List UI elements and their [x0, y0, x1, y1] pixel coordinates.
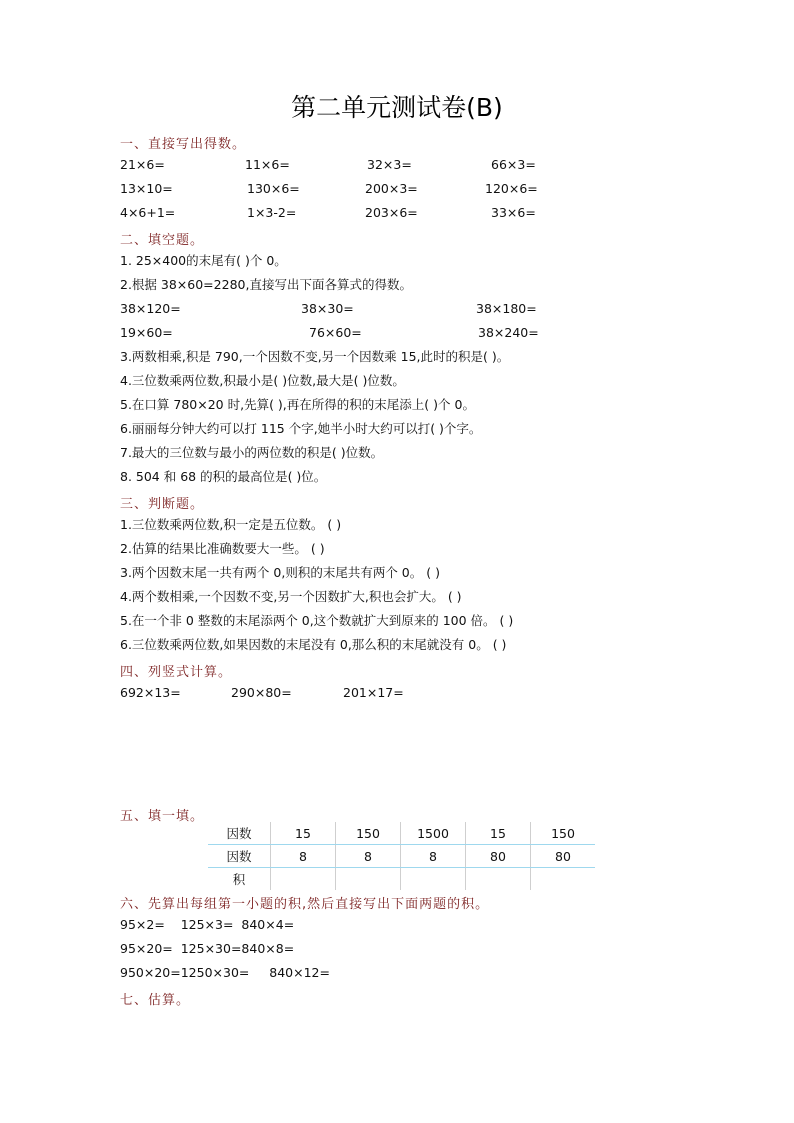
section-6-heading: 六、先算出每组第一小题的积,然后直接写出下面两题的积。 — [120, 897, 490, 912]
table-row — [208, 822, 595, 845]
s1-item: 130×6= — [247, 181, 300, 196]
s1-item: 66×3= — [491, 157, 536, 172]
s1-item: 120×6= — [485, 181, 538, 196]
section-4-heading: 四、列竖式计算。 — [120, 665, 233, 680]
table-cell: 8 — [271, 845, 336, 868]
s2-question-4: 4.三位数乘两位数,积最小是( )位数,最大是( )位数。 — [120, 373, 405, 388]
s2-item: 38×180= — [476, 301, 537, 316]
row-label: 因数 — [208, 822, 271, 845]
s6-line: 950×20=1250×30= 840×12= — [120, 965, 330, 980]
table-cell: 1500 — [401, 822, 466, 845]
table-cell: 15 — [466, 822, 531, 845]
s3-item: 1.三位数乘两位数,积一定是五位数。 ( ) — [120, 517, 342, 532]
s4-item: 692×13= — [120, 685, 181, 700]
answer-cell[interactable] — [271, 868, 336, 891]
s1-item: 203×6= — [365, 205, 418, 220]
s2-item: 38×240= — [478, 325, 539, 340]
s2-item: 76×60= — [309, 325, 362, 340]
table-cell: 150 — [531, 822, 596, 845]
s2-question-6: 6.丽丽每分钟大约可以打 115 个字,她半小时大约可以打( )个字。 — [120, 421, 482, 436]
s6-line: 95×2= 125×3= 840×4= — [120, 917, 295, 932]
s2-question-7: 7.最大的三位数与最小的两位数的积是( )位数。 — [120, 445, 384, 460]
s2-question-2: 2.根据 38×60=2280,直接写出下面各算式的得数。 — [120, 277, 412, 292]
s1-item: 11×6= — [245, 157, 290, 172]
s3-item: 3.两个因数末尾一共有两个 0,则积的末尾共有两个 0。 ( ) — [120, 565, 440, 580]
s2-question-3: 3.两数相乘,积是 790,一个因数不变,另一个因数乘 15,此时的积是( )。 — [120, 349, 510, 364]
s4-item: 201×17= — [343, 685, 404, 700]
s1-item: 4×6+1= — [120, 205, 176, 220]
table-row — [208, 868, 595, 891]
s2-item: 19×60= — [120, 325, 173, 340]
s1-item: 1×3-2= — [247, 205, 297, 220]
table-cell: 80 — [531, 845, 596, 868]
section-5-heading: 五、填一填。 — [120, 809, 205, 824]
s2-item: 38×120= — [120, 301, 181, 316]
s2-question-8: 8. 504 和 68 的积的最高位是( )位。 — [120, 469, 327, 484]
table-row — [208, 845, 595, 868]
table-cell: 8 — [336, 845, 401, 868]
s3-item: 5.在一个非 0 整数的末尾添两个 0,这个数就扩大到原来的 100 倍。 ( ) — [120, 613, 514, 628]
s3-item: 2.估算的结果比准确数要大一些。 ( ) — [120, 541, 325, 556]
s3-item: 4.两个数相乘,一个因数不变,另一个因数扩大,积也会扩大。 ( ) — [120, 589, 462, 604]
table-cell: 8 — [401, 845, 466, 868]
table-cell: 80 — [466, 845, 531, 868]
answer-cell[interactable] — [336, 868, 401, 891]
answer-cell[interactable] — [401, 868, 466, 891]
s1-item: 21×6= — [120, 157, 165, 172]
s1-item: 200×3= — [365, 181, 418, 196]
row-label: 因数 — [208, 845, 271, 868]
s2-item: 38×30= — [301, 301, 354, 316]
s1-item: 33×6= — [491, 205, 536, 220]
s1-item: 13×10= — [120, 181, 173, 196]
s3-item: 6.三位数乘两位数,如果因数的末尾没有 0,那么积的末尾就没有 0。 ( ) — [120, 637, 507, 652]
table-cell: 15 — [271, 822, 336, 845]
row-label: 积 — [232, 872, 246, 887]
s2-question-5: 5.在口算 780×20 时,先算( ),再在所得的积的末尾添上( )个 0。 — [120, 397, 475, 412]
section-3-heading: 三、判断题。 — [120, 497, 205, 512]
s6-line: 95×20= 125×30=840×8= — [120, 941, 295, 956]
answer-cell[interactable] — [466, 868, 531, 891]
table-cell: 150 — [336, 822, 401, 845]
s4-item: 290×80= — [231, 685, 292, 700]
section-2-heading: 二、填空题。 — [120, 233, 205, 248]
section-1-heading: 一、直接写出得数。 — [120, 137, 247, 152]
factor-table — [208, 822, 595, 890]
page-title: 第二单元测试卷(B) — [291, 93, 503, 122]
s2-question-1: 1. 25×400的末尾有( )个 0。 — [120, 253, 287, 268]
answer-cell[interactable] — [531, 868, 596, 891]
s1-item: 32×3= — [367, 157, 412, 172]
section-7-heading: 七、估算。 — [120, 993, 191, 1008]
